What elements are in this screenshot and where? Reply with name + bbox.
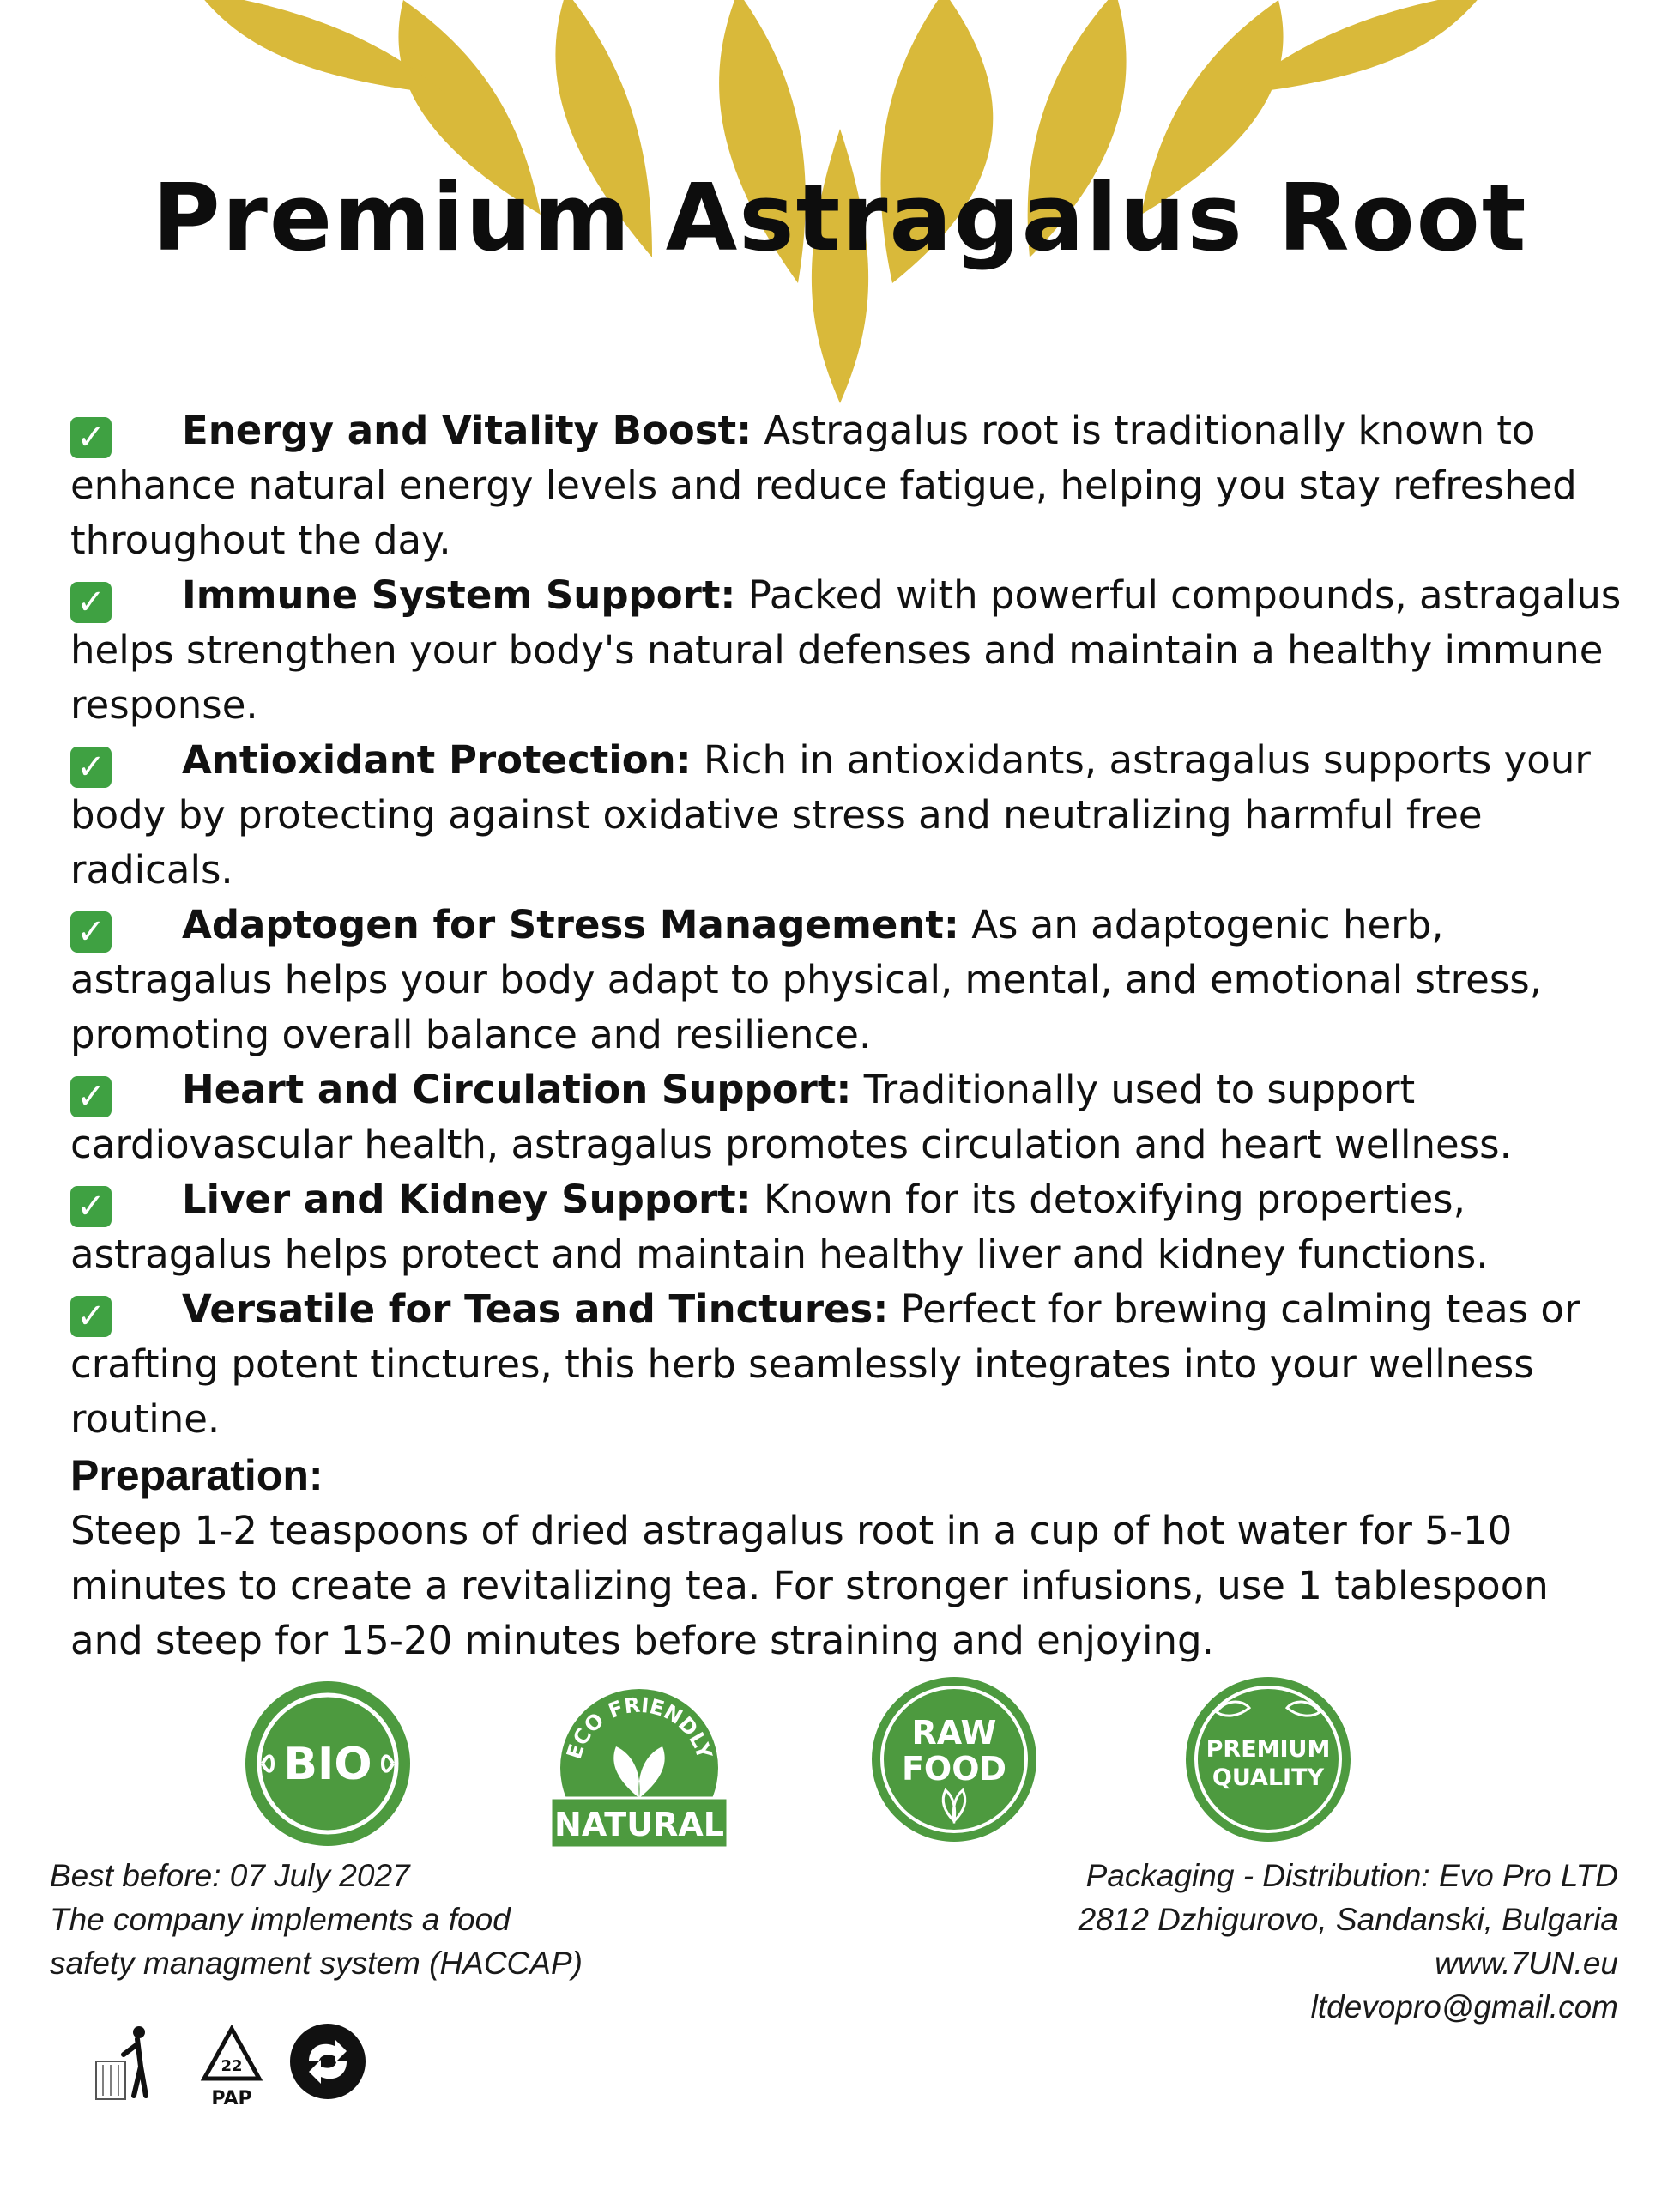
recycle-pap-icon: [204, 2029, 259, 2109]
eco-banner-label: NATURAL: [554, 1806, 724, 1843]
bio-label: BIO: [283, 1739, 372, 1790]
premium-quality-badge: [1182, 1673, 1354, 1845]
benefit-text: Known for its detoxifying properties, astragalus helps protect and maintain healthy liver and kidney functions.: [70, 1177, 1489, 1277]
benefit-text: Astragalus root is traditionally known to enhance natural energy levels and reduce fatigue, helping you stay refreshed throughout the day.: [70, 408, 1577, 563]
raw-label: RAW: [911, 1714, 997, 1752]
raw-food-badge: [868, 1673, 1040, 1845]
check-icon: ✓: [70, 1296, 112, 1337]
best-before: Best before: 07 July 2027: [50, 1858, 410, 1893]
green-dot-icon: [290, 2024, 366, 2099]
benefit-heading: Adaptogen for Stress Management:: [182, 902, 959, 947]
eco-arc-label: ECO FRIENDLY: [561, 1692, 717, 1763]
bio-badge: [242, 1678, 414, 1849]
haccp-line-2: safety managment system (HACCAP): [50, 1946, 583, 1981]
preparation-heading: Preparation:: [70, 1451, 323, 1499]
check-icon: ✓: [70, 417, 112, 458]
product-info: [50, 1854, 583, 1985]
list-item: [70, 1172, 1632, 1282]
certification-badges: [0, 1678, 1680, 1858]
check-icon: ✓: [70, 582, 112, 623]
list-item: [70, 403, 1632, 568]
premium-label: PREMIUM: [1206, 1736, 1331, 1763]
benefit-text: Rich in antioxidants, astragalus supports your body by protecting against oxidative stress and neutralizing harmful free radicals.: [70, 737, 1591, 893]
benefit-text: As an adaptogenic herb, astragalus helps your body adapt to physical, mental, and emotional stress, promoting overall balance and resilience.: [70, 902, 1543, 1057]
recycling-symbols: [86, 2017, 378, 2120]
benefit-heading: Liver and Kidney Support:: [182, 1177, 752, 1222]
distributor-name: Packaging - Distribution: Evo Pro LTD: [1085, 1858, 1618, 1893]
food-label: FOOD: [901, 1750, 1007, 1788]
list-item: [70, 1062, 1632, 1172]
website-link[interactable]: www.7UN.eu: [1435, 1946, 1618, 1981]
eco-friendly-badge: [549, 1678, 729, 1858]
haccp-line-1: The company implements a food: [50, 1902, 511, 1937]
benefit-heading: Immune System Support:: [182, 572, 736, 618]
distributor-address: 2812 Dzhigurovo, Sandanski, Bulgaria: [1078, 1902, 1618, 1937]
benefit-heading: Antioxidant Protection:: [182, 737, 692, 783]
recycle-number: 22: [221, 2057, 243, 2075]
benefits-list: [70, 403, 1632, 1447]
quality-label: QUALITY: [1212, 1764, 1325, 1791]
tidyman-icon: [96, 2026, 146, 2099]
benefit-text: Traditionally used to support cardiovascular health, astragalus promotes circulation and heart wellness.: [70, 1067, 1512, 1167]
recycle-code: PAP: [211, 2088, 252, 2109]
benefit-heading: Energy and Vitality Boost:: [182, 408, 752, 453]
list-item: [70, 898, 1632, 1062]
check-icon: ✓: [70, 911, 112, 953]
benefit-heading: Versatile for Teas and Tinctures:: [182, 1286, 889, 1332]
benefit-heading: Heart and Circulation Support:: [182, 1067, 852, 1112]
list-item: [70, 1282, 1632, 1447]
list-item: [70, 568, 1632, 733]
benefit-text: Packed with powerful compounds, astragalus helps strengthen your body's natural defenses and maintain a healthy immune response.: [70, 572, 1622, 728]
distributor-info: [1079, 1854, 1618, 2029]
page-title: Premium Astragalus Root: [152, 165, 1528, 272]
preparation-text: Steep 1-2 teaspoons of dried astragalus root in a cup of hot water for 5-10 minutes to create a revitalizing tea. For stronger infusions, use 1 tablespoon and steep for 15-20 minutes before straining and enjoying.: [70, 1508, 1549, 1663]
benefit-text: Perfect for brewing calming teas or crafting potent tinctures, this herb seamlessly integrates into your wellness routine.: [70, 1286, 1580, 1442]
list-item: [70, 733, 1632, 898]
check-icon: ✓: [70, 747, 112, 788]
check-icon: ✓: [70, 1186, 112, 1227]
email-link[interactable]: ltdevopro@gmail.com: [1310, 1989, 1618, 2025]
check-icon: ✓: [70, 1076, 112, 1117]
